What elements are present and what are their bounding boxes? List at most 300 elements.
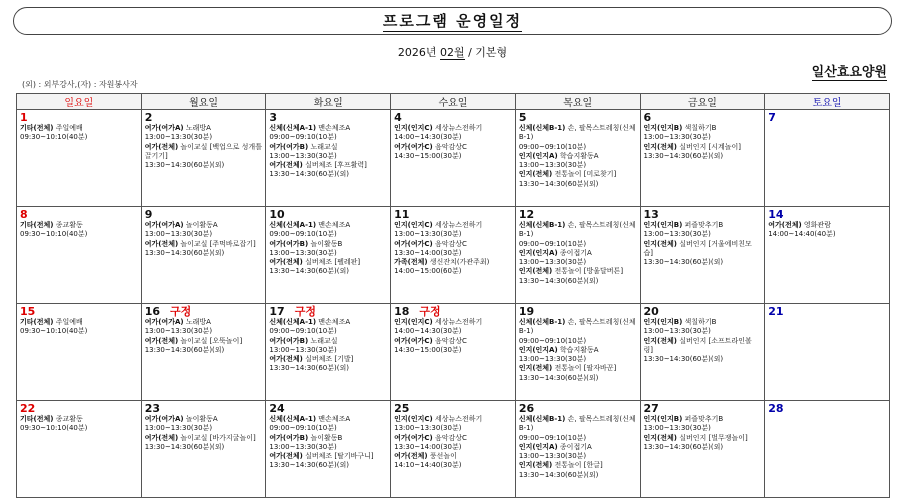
program-entry [394,133,512,142]
day-cell[interactable] [266,304,391,401]
program-entry [394,230,512,239]
day-number [768,402,886,415]
day-cell[interactable] [391,110,516,207]
day-number [145,402,263,415]
program-entry [519,374,637,383]
program-entry [519,434,637,443]
program-entry [269,461,387,470]
day-number [519,111,637,124]
program-time: 13:00~13:30(30분) [518,161,587,170]
schedule-subtitle [0,44,905,60]
program-name: 학습지활동A [559,151,599,160]
day-cell[interactable] [515,207,640,304]
day-number [145,305,263,318]
weekday-saturday: 토요일 [765,94,890,110]
program-time: 13:00~13:30(30분) [394,230,462,239]
program-category: 여가(전체) [394,452,428,461]
program-name: 놀이활동B [310,433,343,442]
program-name: 음악감상C [434,433,467,442]
program-name: 세상뉴스전하기 [434,318,483,326]
program-name: 음악감상C [434,142,467,151]
program-entry [519,124,637,143]
day-number-text: 6 [643,111,652,124]
program-name: 노래방A [185,124,211,132]
program-entry [145,221,263,230]
day-number [394,305,512,318]
day-cell[interactable] [141,110,266,207]
day-cell[interactable] [391,401,516,498]
program-entry [644,327,762,336]
program-name: 손, 팔목스트레칭(신체B-1) [518,221,636,239]
program-entry [394,415,512,424]
program-time: 13:30~14:30(60분)(외) [144,248,225,257]
program-time: 13:30~14:30(60분)(외) [518,470,599,479]
program-category: 인지(인지A) [518,442,558,451]
day-number [768,111,886,124]
day-number-text: 28 [768,402,784,415]
program-entry [644,355,762,364]
program-name: 음악감상C [434,336,467,345]
program-time: 13:00~13:30(30분) [269,248,337,257]
program-time: 13:30~14:30(60분)(외) [269,364,349,373]
program-entry [644,318,762,327]
program-entry [644,424,762,433]
program-entry [394,152,512,161]
day-number [519,305,637,318]
program-entry [644,230,762,239]
program-entry [269,133,387,142]
program-category: 여가(여가B) [269,239,309,248]
program-entry [145,143,263,162]
program-entry [145,434,263,443]
program-time: 09:30~10:10(40분) [20,424,88,433]
program-entry [519,152,637,161]
program-time: 13:00~13:30(30분) [643,133,711,142]
program-time: 13:30~14:30(60분)(외) [144,345,225,354]
program-entry [394,249,512,258]
holiday-note: 구정 [419,305,441,318]
program-time: 09:30~10:10(40분) [20,133,88,142]
program-entry [145,327,263,336]
program-name: 세상뉴스전하기 [434,124,483,132]
program-time: 13:30~14:30(60분)(외) [643,151,724,160]
program-name: 실버인지 [거울에비친모습] [643,239,752,257]
program-entry [145,249,263,258]
program-category: 여가(전체) [144,433,179,442]
program-time: 13:00~13:30(30분) [643,424,711,433]
program-entry [20,318,138,327]
program-category: 여가(여가A) [144,318,184,326]
program-category: 여가(여가C) [394,336,433,345]
program-category: 여가(여가B) [269,433,309,442]
program-time: 13:30~14:30(60분)(외) [144,161,225,170]
day-number [145,111,263,124]
program-time: 13:00~13:30(30분) [144,230,213,239]
day-number-text: 24 [269,402,285,415]
program-time: 09:00~09:10(10분) [518,239,587,248]
program-category: 인지(전체) [518,364,553,373]
program-category: 인지(전체) [643,433,677,442]
program-name: 실버체조 [펠레판] [305,258,361,267]
day-number [394,402,512,415]
day-number-text: 10 [269,208,285,221]
program-name: 퍼즐맞추기B [684,415,724,423]
program-time: 09:00~09:10(10분) [269,230,337,239]
program-name: 실버체조 [기발] [305,355,354,364]
program-entry [394,267,512,276]
day-number-text: 22 [20,402,36,415]
day-cell[interactable] [141,304,266,401]
program-entry [269,240,387,249]
program-time: 13:00~13:30(30분) [518,355,587,364]
program-entry [644,240,762,259]
day-number [644,208,762,221]
day-number-text: 15 [20,305,36,318]
day-number [519,402,637,415]
calendar-body [17,110,890,498]
day-number [145,208,263,221]
program-name: 음악감상C [434,239,467,248]
program-category: 인지(인지B) [643,415,683,423]
program-entry [145,337,263,346]
program-entry [269,434,387,443]
program-name: 퍼즐맞추기B [684,221,724,229]
day-number-text: 11 [394,208,410,221]
day-cell[interactable] [515,401,640,498]
day-number-text: 18 [394,305,410,318]
program-entry [644,152,762,161]
program-entry [519,267,637,276]
program-name: 종이접기A [559,442,592,451]
day-number [644,111,762,124]
day-number-text: 23 [144,402,161,415]
program-entry [644,443,762,452]
program-name: 영화관람 [803,221,831,229]
program-category: 기타(전체) [20,124,54,132]
program-entry [145,161,263,170]
day-number [644,402,762,415]
day-number-text: 4 [394,111,402,124]
program-name: 전통놀이 [미로찾기] [554,170,617,179]
program-entry [269,318,387,327]
program-name: 실버인지 [시계놀이] [679,142,741,151]
day-cell[interactable] [17,304,142,401]
program-name: 실버인지 [벌무쟁놀이] [679,433,748,442]
day-cell[interactable] [640,401,765,498]
program-category: 기타(전체) [20,318,54,326]
program-name: 놀이교실 [주먹바로잡기] [180,239,256,248]
weekday-wednesday: 수요일 [391,94,516,110]
program-category: 인지(인지C) [394,221,433,229]
program-category: 여가(여가C) [394,239,433,248]
program-time: 09:00~09:10(10분) [518,336,587,345]
day-cell[interactable] [765,304,890,401]
program-time: 09:00~09:10(10분) [518,433,587,442]
day-number [20,305,138,318]
day-cell[interactable] [266,207,391,304]
program-time: 14:00~14:30(30분) [394,327,462,336]
program-entry [519,461,637,470]
day-number-text: 20 [643,305,659,318]
program-entry [145,230,263,239]
program-time: 13:30~14:30(60분)(외) [269,170,349,179]
day-cell[interactable] [141,207,266,304]
day-number-text: 21 [768,305,784,318]
program-category: 여가(전체) [768,221,802,229]
program-entry [145,133,263,142]
program-category: 인지(인지A) [518,248,558,257]
program-time: 13:30~14:30(60분)(외) [269,267,349,276]
program-entry [145,318,263,327]
program-category: 가족(전체) [394,258,428,267]
program-name: 학습지활동A [559,345,599,354]
program-category: 여가(전체) [269,355,303,364]
day-number-text: 1 [20,111,28,124]
program-entry [269,230,387,239]
program-time: 13:00~13:30(30분) [394,424,462,433]
week-row [17,401,890,498]
program-name: 놀이활동B [310,239,343,248]
program-category: 인지(전체) [518,267,553,276]
program-entry [145,346,263,355]
program-category: 여가(여가A) [144,415,184,423]
program-entry [519,249,637,258]
program-name: 놀이교실 [오뚝놀이] [180,336,243,345]
program-entry [145,124,263,133]
day-cell[interactable] [765,110,890,207]
day-cell[interactable] [640,110,765,207]
weekday-monday: 월요일 [141,94,266,110]
program-category: 여가(전체) [269,452,303,461]
program-time: 13:30~14:30(60분)(외) [518,373,599,382]
program-entry [519,346,637,355]
day-number-text: 25 [394,402,410,415]
day-cell[interactable] [640,304,765,401]
weekday-friday: 금요일 [640,94,765,110]
day-number-text: 14 [768,208,784,221]
program-entry [269,152,387,161]
program-entry [269,124,387,133]
program-name: 주일예배 [55,124,83,132]
program-category: 기타(전체) [20,415,54,423]
program-name: 실버인지 [소프트라인볼링] [643,336,752,354]
facility-name: 일산효요양원 [811,65,887,80]
program-time: 09:30~10:10(40분) [20,327,88,336]
program-time: 13:30~14:30(60분)(외) [643,258,724,267]
day-number [269,111,387,124]
day-cell[interactable] [765,207,890,304]
program-name: 주일예배 [55,318,83,326]
program-name: 종이접기A [559,248,592,257]
program-category: 여가(여가C) [394,433,433,442]
program-category: 여가(여가A) [144,124,184,132]
program-category: 인지(전체) [518,170,553,179]
program-entry [145,443,263,452]
program-name: 놀이활동A [185,221,218,229]
program-category: 인지(인지C) [394,124,433,132]
program-entry [519,443,637,452]
program-name: 생신잔치(가관주최) [429,258,490,267]
day-number-text: 16 [144,305,161,318]
program-entry [269,424,387,433]
day-number-text: 8 [20,208,28,221]
program-time: 13:00~13:30(30분) [643,230,711,239]
day-cell[interactable] [391,207,516,304]
program-time: 09:30~10:10(40분) [20,230,88,239]
program-category: 신체(신체B-1) [518,124,566,132]
program-entry [269,143,387,152]
program-time: 13:30~14:30(60분)(외) [269,461,349,470]
program-category: 신체(신체A-1) [269,415,317,423]
program-entry [394,434,512,443]
program-entry [269,337,387,346]
program-time: 13:00~13:30(30분) [643,327,711,336]
day-number-text: 9 [144,208,153,221]
program-category: 기타(전체) [20,221,54,229]
day-cell[interactable] [17,401,142,498]
month-label: 02월 [439,46,465,59]
program-entry [269,364,387,373]
program-entry [145,415,263,424]
program-entry [519,471,637,480]
program-time: 13:00~13:30(30분) [269,151,337,160]
program-category: 신체(신체A-1) [269,318,317,326]
program-category: 인지(인지C) [394,415,433,423]
calendar-table [16,93,890,498]
program-entry [768,221,886,230]
day-cell[interactable] [266,110,391,207]
program-category: 인지(전체) [643,142,677,151]
program-category: 신체(신체A-1) [269,221,317,229]
program-entry [644,337,762,356]
day-cell[interactable] [141,401,266,498]
program-entry [269,327,387,336]
day-cell[interactable] [266,401,391,498]
program-category: 여가(전체) [144,142,179,151]
program-time: 13:30~14:00(30분) [394,442,462,451]
program-entry [644,221,762,230]
day-number [644,305,762,318]
program-name: 풍선놀이 [429,452,457,461]
program-category: 신체(신체A-1) [269,124,317,132]
program-category: 여가(여가B) [269,142,309,151]
program-entry [20,124,138,133]
program-category: 신체(신체B-1) [518,415,566,423]
program-entry [269,249,387,258]
program-entry [269,267,387,276]
program-category: 신체(신체B-1) [518,221,566,229]
program-time: 09:00~09:10(10분) [518,142,587,151]
day-number [269,208,387,221]
day-number [269,305,387,318]
program-name: 세상뉴스전하기 [434,415,483,423]
weekday-header-row [17,94,890,110]
program-name: 손, 팔목스트레칭(신체B-1) [518,415,636,433]
program-entry [20,424,138,433]
program-entry [269,170,387,179]
program-name: 색칠하기B [684,318,717,326]
program-entry [394,424,512,433]
day-cell[interactable] [515,304,640,401]
program-entry [644,133,762,142]
program-time: 14:30~15:00(30분) [394,345,462,354]
program-time: 09:00~09:10(10분) [269,133,337,142]
legend-text: (외) : 외부강사,(자) : 자원봉사자 [22,80,138,89]
day-number-text: 3 [269,111,278,124]
program-entry [644,434,762,443]
program-name: 색칠하기B [684,124,717,132]
program-time: 09:00~09:10(10분) [269,424,337,433]
program-name: 종교활동 [55,221,83,229]
program-time: 13:30~14:30(60분)(외) [144,442,225,451]
program-entry [519,143,637,152]
program-entry [519,180,637,189]
program-entry [519,240,637,249]
day-number-text: 13 [643,208,659,221]
day-cell[interactable] [391,304,516,401]
program-entry [20,415,138,424]
day-cell[interactable] [17,207,142,304]
program-time: 13:30~14:30(60분)(외) [643,442,724,451]
day-number [20,208,138,221]
day-number-text: 5 [518,111,527,124]
program-name: 놀이교실 [바가지굴놀이] [180,433,256,442]
program-time: 13:00~13:30(30분) [144,424,213,433]
weekday-thursday: 목요일 [515,94,640,110]
program-entry [269,346,387,355]
program-time: 13:00~13:30(30분) [269,442,337,451]
program-category: 인지(인지B) [643,124,683,132]
program-entry [269,443,387,452]
program-entry [269,221,387,230]
program-entry [20,221,138,230]
day-number-text: 19 [518,305,535,318]
program-entry [145,240,263,249]
program-category: 인지(전체) [643,336,677,345]
program-time: 14:00~15:00(60분) [394,267,462,276]
program-entry [394,327,512,336]
program-name: 맨손체조A [318,318,351,326]
program-entry [519,318,637,337]
program-name: 손, 팔목스트레칭(신체B-1) [518,124,636,142]
program-category: 인지(인지C) [394,318,433,326]
program-entry [394,240,512,249]
program-name: 전통놀이 [방울달버튼] [554,267,624,276]
program-time: 14:30~15:00(30분) [394,151,462,160]
program-entry [394,337,512,346]
program-entry [20,133,138,142]
program-time: 09:00~09:10(10분) [269,327,337,336]
day-cell[interactable] [515,110,640,207]
program-name: 맨손체조A [318,124,351,132]
day-number [394,111,512,124]
day-number [768,208,886,221]
program-category: 인지(전체) [643,239,677,248]
program-category: 여가(여가A) [144,221,184,229]
program-entry [394,443,512,452]
program-name: 놀이활동A [185,415,218,423]
program-category: 신체(신체B-1) [518,318,566,326]
program-entry [519,415,637,434]
program-time: 14:00~14:40(40분) [768,230,836,239]
day-cell[interactable] [765,401,890,498]
program-entry [145,424,263,433]
day-cell[interactable] [17,110,142,207]
program-name: 노래방A [185,318,211,326]
program-time: 13:30~14:30(60분)(외) [518,179,599,188]
program-time: 13:00~13:30(30분) [269,345,337,354]
day-cell[interactable] [640,207,765,304]
